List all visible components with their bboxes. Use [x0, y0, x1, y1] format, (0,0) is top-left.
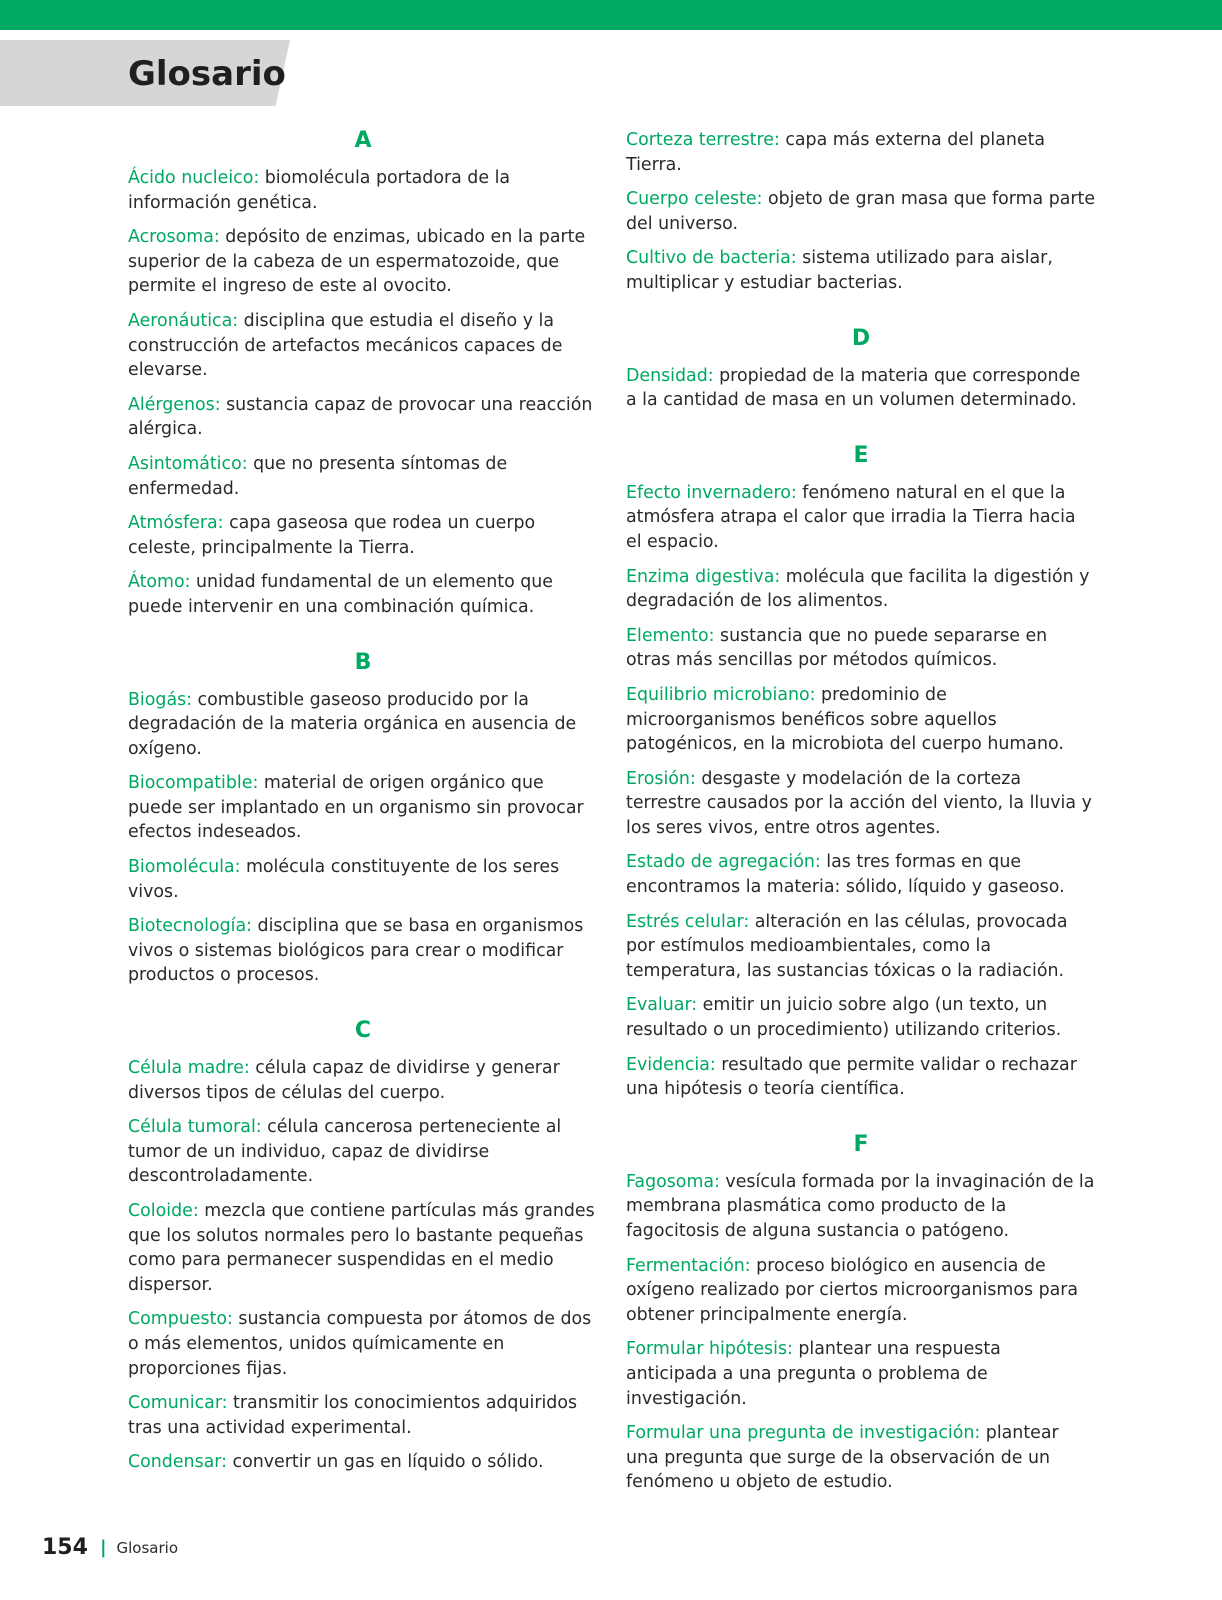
glossary-definition: resultado que permite validar o rechazar una hipótesis o teoría científica.	[626, 1054, 1077, 1100]
glossary-entry	[626, 246, 1096, 295]
glossary-term: Asintomático:	[128, 453, 248, 474]
section-letter: F	[853, 1131, 869, 1157]
glossary-definition: propiedad de la materia que corresponde a la cantidad de masa en un volumen determinado.	[626, 365, 1081, 411]
glossary-term: Erosión:	[626, 768, 696, 789]
page-footer	[42, 1535, 178, 1560]
glossary-definition: combustible gaseoso producido por la degradación de la materia orgánica en ausencia de oxígeno.	[128, 689, 577, 759]
top-accent-bar	[0, 0, 1222, 30]
glossary-entry	[626, 364, 1096, 413]
glossary-entry	[128, 1391, 598, 1440]
section-letter: B	[354, 649, 372, 675]
glossary-term: Aeronáutica:	[128, 310, 239, 331]
glossary-entry	[128, 393, 598, 442]
glossary-entry	[626, 1337, 1096, 1411]
glossary-column-right	[626, 128, 1096, 1505]
glossary-definition: material de origen orgánico que puede ser implantado en un organismo sin provocar efectos indeseados.	[128, 773, 584, 843]
glossary-term: Estado de agregación:	[626, 852, 821, 873]
glossary-definition: biomolécula portadora de la información genética.	[128, 168, 511, 213]
glossary-term: Formular hipótesis:	[626, 1339, 793, 1360]
glossary-column-left	[128, 128, 598, 1485]
section-letter: A	[354, 128, 372, 153]
glossary-entry	[128, 1307, 598, 1381]
glossary-entry	[128, 1450, 598, 1475]
glossary-term: Fermentación:	[626, 1255, 751, 1276]
glossary-definition: plantear una respuesta anticipada a una pregunta o problema de investigación.	[626, 1339, 1001, 1409]
glossary-entry	[128, 1115, 598, 1189]
page-title: Glosario	[128, 54, 286, 94]
glossary-term: Coloide:	[128, 1201, 199, 1221]
glossary-term: Elemento:	[626, 625, 715, 646]
glossary-definition: convertir un gas en líquido o sólido.	[227, 1452, 544, 1473]
glossary-entry	[626, 767, 1096, 841]
glossary-definition: objeto de gran masa que forma parte del universo.	[626, 189, 1096, 234]
glossary-term: Enzima digestiva:	[626, 566, 781, 587]
section-letter: E	[853, 442, 869, 468]
glossary-definition: transmitir los conocimientos adquiridos tras una actividad experimental.	[128, 1393, 578, 1438]
glossary-definition: que no presenta síntomas de enfermedad.	[128, 453, 508, 499]
glossary-term: Compuesto:	[128, 1309, 233, 1330]
glossary-definition: mezcla que contiene partículas más grandes que los solutos normales pero lo bastante pequeñas como para permanecer suspendidas en el medio dispersor.	[128, 1201, 595, 1295]
glossary-definition: capa gaseosa que rodea un cuerpo celeste, principalmente la Tierra.	[128, 513, 536, 558]
glossary-entry	[626, 128, 1096, 177]
glossary-definition: célula cancerosa perteneciente al tumor de un individuo, capaz de dividirse descontroladamente.	[128, 1117, 562, 1187]
glossary-entry	[626, 1170, 1096, 1244]
glossary-entry	[128, 1056, 598, 1105]
glossary-entry	[128, 570, 598, 619]
glossary-definition: disciplina que estudia el diseño y la construcción de artefactos mecánicos capaces de elevarse.	[128, 310, 563, 381]
glossary-term: Equilibrio microbiano:	[626, 684, 816, 705]
glossary-term: Atmósfera:	[128, 513, 224, 534]
glossary-entry	[626, 850, 1096, 899]
glossary-term: Ácido nucleico:	[128, 168, 260, 188]
glossary-entry	[626, 481, 1096, 555]
glossary-term: Cuerpo celeste:	[626, 189, 763, 210]
glossary-term: Evaluar:	[626, 995, 698, 1016]
glossary-entry	[626, 565, 1096, 614]
glossary-entry	[128, 688, 598, 762]
glossary-term: Efecto invernadero:	[626, 482, 797, 503]
glossary-entry	[128, 855, 598, 904]
glossary-term: Célula tumoral:	[128, 1117, 262, 1138]
glossary-entry	[626, 993, 1096, 1042]
glossary-entry	[626, 1053, 1096, 1102]
glossary-definition: depósito de enzimas, ubicado en la parte superior de la cabeza de un espermatozoide, que permite el ingreso de este al ovocito.	[128, 227, 586, 297]
glossary-entry	[626, 1421, 1096, 1495]
glossary-entry	[128, 452, 598, 501]
glossary-term: Evidencia:	[626, 1054, 716, 1075]
glossary-entry	[626, 624, 1096, 673]
glossary-entry	[128, 225, 598, 299]
glossary-definition: sustancia capaz de provocar una reacción alérgica.	[128, 394, 593, 440]
glossary-term: Fagosoma:	[626, 1171, 720, 1192]
glossary-definition: capa más externa del planeta Tierra.	[626, 130, 1046, 175]
glossary-term: Condensar:	[128, 1452, 227, 1473]
glossary-term: Biomolécula:	[128, 857, 241, 878]
glossary-definition: fenómeno natural en el que la atmósfera atrapa el calor que irradia la Tierra hacia el espacio.	[626, 482, 1076, 552]
glossary-term: Biocompatible:	[128, 773, 259, 794]
glossary-entry	[626, 1254, 1096, 1328]
glossary-definition: vesícula formada por la invaginación de la membrana plasmática como producto de la fagocitosis de alguna sustancia o patógeno.	[626, 1171, 1095, 1241]
glossary-term: Acrosoma:	[128, 227, 220, 248]
page-number: 154	[42, 1535, 88, 1560]
glossary-definition: proceso biológico en ausencia de oxígeno realizado por ciertos microorganismos para obtener principalmente energía.	[626, 1255, 1079, 1325]
glossary-definition: sustancia que no puede separarse en otras más sencillas por métodos químicos.	[626, 625, 1048, 671]
glossary-definition: unidad fundamental de un elemento que puede intervenir en una combinación química.	[128, 572, 554, 617]
glossary-term: Estrés celular:	[626, 911, 750, 932]
glossary-entry	[128, 771, 598, 845]
glossary-term: Corteza terrestre:	[626, 130, 780, 150]
glossary-definition: sistema utilizado para aislar, multiplicar y estudiar bacterias.	[626, 248, 1053, 293]
glossary-definition: las tres formas en que encontramos la materia: sólido, líquido y gaseoso.	[626, 852, 1065, 898]
glossary-entry	[626, 683, 1096, 757]
glossary-definition: plantear una pregunta que surge de la observación de un fenómeno u objeto de estudio.	[626, 1423, 1059, 1493]
glossary-definition: célula capaz de dividirse y generar diversos tipos de células del cuerpo.	[128, 1058, 560, 1103]
glossary-entry	[626, 910, 1096, 984]
glossary-term: Formular una pregunta de investigación:	[626, 1423, 981, 1444]
glossary-term: Biotecnología:	[128, 916, 253, 937]
glossary-entry	[128, 914, 598, 988]
glossary-definition: desgaste y modelación de la corteza terrestre causados por la acción del viento, la lluvia y los seres vivos, entre otros agentes.	[626, 768, 1092, 838]
glossary-definition: disciplina que se basa en organismos vivos o sistemas biológicos para crear o modificar productos o procesos.	[128, 916, 584, 986]
glossary-definition: alteración en las células, provocada por estímulos medioambientales, como la temperatura, las sustancias tóxicas o la radiación.	[626, 911, 1068, 981]
glossary-entry	[128, 166, 598, 215]
glossary-term: Célula madre:	[128, 1058, 250, 1079]
glossary-definition: sustancia compuesta por átomos de dos o más elementos, unidos químicamente en proporciones fijas.	[128, 1309, 592, 1379]
glossary-entry	[128, 511, 598, 560]
section-letter: D	[851, 325, 871, 351]
glossary-entry	[128, 309, 598, 383]
glossary-term: Biogás:	[128, 689, 193, 710]
glossary-entry	[128, 1199, 598, 1297]
glossary-definition: molécula constituyente de los seres vivos.	[128, 857, 560, 902]
glossary-term: Densidad:	[626, 365, 714, 386]
glossary-definition: molécula que facilita la digestión y degradación de los alimentos.	[626, 566, 1090, 612]
glossary-term: Alérgenos:	[128, 394, 221, 415]
glossary-definition: predominio de microorganismos benéficos sobre aquellos patogénicos, en la microbiota del cuerpo humano.	[626, 684, 1064, 755]
glossary-term: Cultivo de bacteria:	[626, 248, 797, 269]
section-letter: C	[354, 1018, 372, 1044]
footer-separator: |	[99, 1537, 107, 1558]
glossary-term: Átomo:	[128, 572, 191, 593]
glossary-entry	[626, 187, 1096, 236]
glossary-definition: emitir un juicio sobre algo (un texto, un resultado o un procedimiento) utilizando criterios.	[626, 995, 1062, 1041]
glossary-term: Comunicar:	[128, 1393, 228, 1414]
footer-section-label: Glosario	[116, 1538, 179, 1557]
